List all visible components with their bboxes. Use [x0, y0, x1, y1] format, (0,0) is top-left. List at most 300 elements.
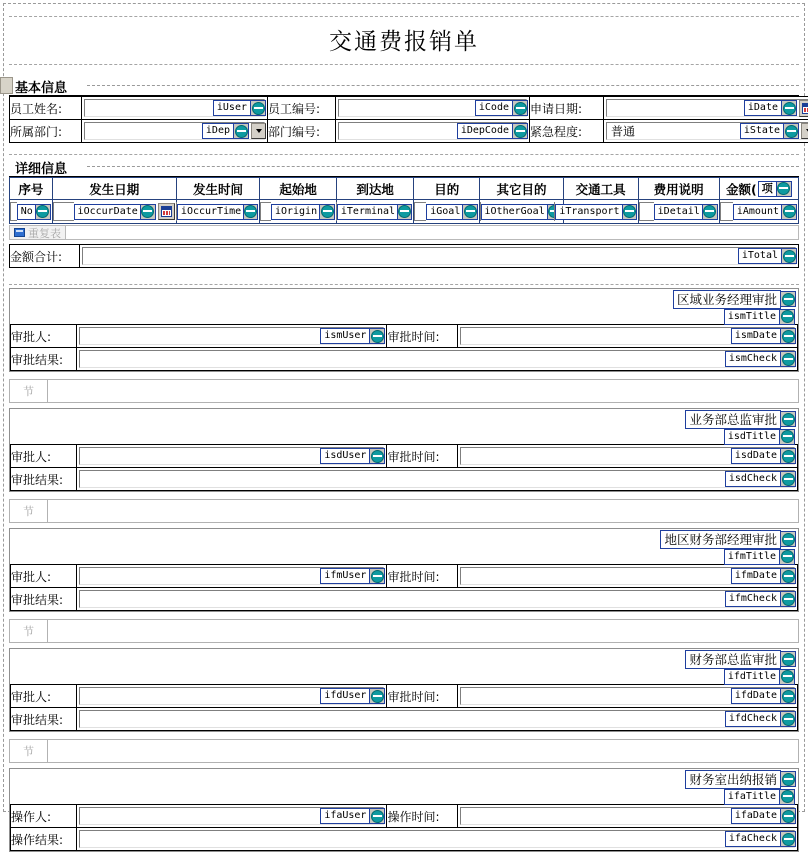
minus-circle-icon: [782, 773, 795, 786]
field-badge-icon[interactable]: [369, 808, 385, 824]
input-value: 普通: [611, 123, 635, 140]
approval-time-label: 审批时间:: [387, 445, 457, 468]
field-name-tag[interactable]: isdDate: [731, 448, 781, 464]
field-badge-icon[interactable]: [512, 100, 528, 116]
chevron-down-icon[interactable]: [251, 123, 266, 139]
section-separator-rest: [48, 739, 799, 763]
field-badge-icon[interactable]: [780, 771, 796, 787]
field-badge-icon[interactable]: [369, 568, 385, 584]
approval-result-label: 审批结果:: [11, 708, 77, 731]
detail-header-row: [10, 178, 799, 200]
field-name-tag[interactable]: ismCheck: [725, 351, 781, 367]
field-badge-icon[interactable]: [783, 123, 799, 139]
approval-person-label: 审批人:: [11, 445, 77, 468]
minus-circle-icon: [781, 310, 794, 323]
field-control-group: [475, 100, 528, 116]
field-badge-icon[interactable]: [780, 351, 796, 367]
detail-control-group: [10, 202, 52, 221]
field-badge-icon[interactable]: [781, 204, 797, 220]
field-name-tag[interactable]: iDepCode: [457, 123, 513, 139]
approval-result-row: [11, 828, 798, 851]
approval-time-label: 审批时间:: [387, 685, 457, 708]
field-badge-icon[interactable]: [243, 204, 258, 220]
field-badge-icon[interactable]: [319, 204, 335, 220]
approval-block: [9, 648, 799, 732]
field-name-tag[interactable]: iUser: [213, 100, 251, 116]
field-name-tag[interactable]: ismTitle: [724, 309, 780, 325]
field-badge-icon[interactable]: [780, 651, 796, 667]
field-badge-icon[interactable]: [397, 204, 412, 220]
basic-info-row: [10, 97, 808, 120]
field-control-group: [725, 831, 796, 847]
approval-person-row: [11, 565, 798, 588]
field-control-group: [320, 328, 385, 344]
field-cell-iState[interactable]: [604, 120, 808, 143]
field-control-group: [213, 100, 266, 116]
calendar-icon[interactable]: [158, 203, 175, 220]
field-control-group: [725, 471, 796, 487]
approvals-holder: [9, 288, 799, 852]
field-control-group: [744, 100, 808, 116]
field-name-tag[interactable]: ifaDate: [731, 808, 781, 824]
detail-control-group: [480, 202, 562, 221]
field-name-tag[interactable]: iOrigin: [271, 204, 320, 220]
field-name-tag[interactable]: isdCheck: [725, 471, 781, 487]
section-separator-row[interactable]: [9, 732, 799, 765]
approval-title-row: [10, 289, 798, 309]
section-separator-rest: [48, 619, 799, 643]
section-tag[interactable]: 节: [9, 619, 48, 643]
input-iOrigin[interactable]: [260, 202, 271, 221]
approval-person-label: 审批人:: [11, 565, 77, 588]
field-control-group: [725, 711, 796, 727]
field-name-tag[interactable]: ifmUser: [320, 568, 370, 584]
field-name-tag[interactable]: ifdDate: [731, 688, 781, 704]
approval-result-label: 审批结果:: [11, 468, 77, 491]
field-control-group: [740, 123, 808, 139]
minus-circle-icon: [783, 205, 796, 218]
detail-cell-iTerminal[interactable]: [337, 200, 414, 224]
input-result[interactable]: [79, 710, 795, 728]
detail-control-group: [53, 202, 176, 221]
total-table: [9, 244, 799, 268]
minus-circle-icon: [252, 102, 265, 115]
basic-info-table: [9, 96, 808, 143]
field-name-tag[interactable]: iOtherGoal: [481, 204, 548, 220]
field-control-group: [731, 808, 796, 824]
detail-column-header: 起始地: [260, 178, 337, 200]
approval-title[interactable]: 地区财务部经理审批: [660, 530, 781, 549]
section-tag[interactable]: 节: [9, 379, 48, 403]
approval-title[interactable]: 财务室出纳报销: [685, 770, 781, 789]
detail-guide-line: [87, 166, 799, 167]
field-label: 紧急程度:: [530, 120, 604, 143]
minus-circle-icon: [781, 670, 794, 683]
field-badge-icon[interactable]: [780, 808, 796, 824]
field-label: 申请日期:: [530, 97, 604, 120]
field-label: 部门编号:: [268, 120, 336, 143]
repeating-table-label: 重复表: [28, 225, 61, 241]
approval-person-row: [11, 685, 798, 708]
detail-control-group: [337, 202, 413, 221]
field-name-tag[interactable]: ifdUser: [320, 688, 370, 704]
repeating-table-icon: [14, 228, 25, 237]
minus-circle-icon: [514, 102, 527, 115]
field-name-tag[interactable]: iCode: [475, 100, 513, 116]
approval-table: [10, 804, 798, 851]
field-name-tag[interactable]: iOccurTime: [177, 204, 244, 220]
minus-circle-icon: [371, 810, 384, 823]
approval-result-label: 操作结果:: [11, 828, 77, 851]
field-badge-icon[interactable]: [780, 291, 796, 307]
field-cell-person[interactable]: [77, 805, 387, 828]
field-name-tag[interactable]: ismDate: [731, 328, 781, 344]
minus-circle-icon: [782, 570, 795, 583]
detail-cell-iTransport[interactable]: [563, 200, 638, 224]
input-iOccurDate[interactable]: [53, 202, 74, 221]
field-cell-person[interactable]: [77, 565, 387, 588]
field-name-tag[interactable]: ismUser: [320, 328, 370, 344]
field-cell-iDepCode[interactable]: [336, 120, 530, 143]
approval-title-field-row: [10, 669, 798, 684]
field-cell-time[interactable]: [457, 325, 797, 348]
title-gap: [9, 65, 799, 76]
approval-person-row: [11, 445, 798, 468]
minus-circle-icon: [321, 205, 334, 218]
approval-block: [9, 288, 799, 372]
field-name-tag[interactable]: iGoal: [426, 204, 463, 220]
approval-title-field-row: [10, 789, 798, 804]
field-badge-icon[interactable]: [622, 204, 637, 220]
detail-column-header: 目的: [414, 178, 480, 200]
section-tag[interactable]: 节: [9, 499, 48, 523]
field-cell-iDep[interactable]: [82, 120, 268, 143]
repeating-table-tag-row[interactable]: [9, 225, 799, 240]
field-badge-icon[interactable]: [35, 204, 51, 220]
detail-cell-No[interactable]: [10, 200, 53, 224]
detail-column-header: 发生日期: [52, 178, 176, 200]
chevron-down-icon[interactable]: [801, 123, 808, 139]
field-cell-iTotal[interactable]: [80, 245, 799, 268]
field-name-tag[interactable]: iTransport: [555, 204, 622, 220]
detail-cell-iGoal[interactable]: [414, 200, 480, 224]
detail-control-group: [414, 202, 479, 221]
minus-circle-icon: [623, 205, 636, 218]
field-name-tag[interactable]: iDate: [744, 100, 782, 116]
approval-person-label: 审批人:: [11, 685, 77, 708]
field-badge-icon[interactable]: [780, 531, 796, 547]
field-name-tag[interactable]: ifmCheck: [725, 591, 781, 607]
section-drag-handle[interactable]: [0, 77, 13, 94]
approval-time-label: 审批时间:: [387, 325, 457, 348]
approval-person-label: 审批人:: [11, 325, 77, 348]
field-badge-icon[interactable]: [779, 309, 795, 325]
field-control-group: [731, 328, 796, 344]
minus-circle-icon: [783, 102, 796, 115]
detail-cell-iOtherGoal[interactable]: [480, 200, 563, 224]
approval-title-row: [10, 769, 798, 789]
field-cell-result[interactable]: [77, 588, 798, 611]
calendar-icon[interactable]: [799, 100, 808, 117]
approval-result-label: 审批结果:: [11, 588, 77, 611]
detail-info-heading: 详细信息: [15, 158, 67, 177]
field-badge-icon[interactable]: [780, 831, 796, 847]
field-badge-icon[interactable]: [702, 204, 718, 220]
basic-info-row: [10, 120, 808, 143]
field-badge-icon[interactable]: [462, 204, 478, 220]
minus-circle-icon: [782, 353, 795, 366]
field-control-group: [320, 568, 385, 584]
approval-title[interactable]: 财务部总监审批: [685, 650, 781, 669]
field-name-tag[interactable]: ifdTitle: [724, 669, 780, 685]
approval-result-row: [11, 588, 798, 611]
calendar-glyph: [802, 103, 808, 114]
field-name-tag[interactable]: iDetail: [654, 204, 703, 220]
field-name-tag[interactable]: isdTitle: [724, 429, 780, 445]
triangle-glyph: [256, 129, 262, 133]
detail-column-header: 交通工具: [563, 178, 638, 200]
field-badge-icon[interactable]: [780, 411, 796, 427]
field-name-tag[interactable]: iState: [740, 123, 784, 139]
detail-column-header: [719, 178, 798, 200]
field-cell-time[interactable]: [457, 445, 797, 468]
detail-data-row[interactable]: [10, 200, 799, 224]
detail-bottom-gap: [9, 268, 799, 285]
field-name-tag[interactable]: iTerminal: [337, 204, 398, 220]
field-badge-icon[interactable]: [369, 328, 385, 344]
field-cell-time[interactable]: [457, 565, 797, 588]
approval-block: [9, 528, 799, 612]
field-badge-icon[interactable]: [780, 711, 796, 727]
basic-gap: [9, 143, 799, 155]
detail-cell-iOrigin[interactable]: [260, 200, 337, 224]
basic-info-heading: 基本信息: [15, 77, 67, 96]
minus-circle-icon: [371, 690, 384, 703]
approval-table: [10, 324, 798, 371]
field-name-tag[interactable]: iAmount: [733, 204, 782, 220]
input-result[interactable]: [79, 830, 795, 848]
field-control-group: [320, 448, 385, 464]
minus-circle-icon: [777, 182, 790, 195]
field-control-group: [320, 688, 385, 704]
approval-title-field-row: [10, 309, 798, 324]
minus-circle-icon: [781, 550, 794, 563]
approval-title-row: [10, 529, 798, 549]
detail-column-header: 费用说明: [638, 178, 719, 200]
approval-table: [10, 684, 798, 731]
total-label: 金额合计:: [10, 245, 80, 268]
section-separator-row[interactable]: [9, 492, 799, 525]
section-guide-line: [87, 85, 799, 86]
detail-table-holder: [9, 177, 799, 285]
detail-control-group: [639, 202, 719, 221]
approval-person-row: [11, 805, 798, 828]
minus-circle-icon: [782, 330, 795, 343]
minus-circle-icon: [464, 205, 477, 218]
minus-circle-icon: [785, 125, 798, 138]
approval-person-label: 操作人:: [11, 805, 77, 828]
field-badge-icon[interactable]: [779, 549, 795, 565]
field-cell-person[interactable]: [77, 685, 387, 708]
field-name-tag[interactable]: No: [17, 204, 36, 220]
detail-column-header: 序号: [10, 178, 53, 200]
detail-cell-iOccurTime[interactable]: [176, 200, 259, 224]
minus-circle-icon: [782, 413, 795, 426]
basic-info-table-holder: [9, 96, 799, 143]
minus-circle-icon: [36, 205, 49, 218]
detail-cell-iDetail[interactable]: [638, 200, 719, 224]
field-name-tag[interactable]: isdUser: [320, 448, 370, 464]
field-name-tag[interactable]: iDep: [202, 123, 234, 139]
field-cell-time[interactable]: [457, 805, 797, 828]
field-control-group: [738, 248, 797, 264]
page-title: 交通费报销单: [329, 29, 479, 55]
minus-circle-icon: [244, 205, 257, 218]
field-control-group: [320, 808, 385, 824]
calendar-glyph: [161, 206, 172, 217]
section-separator-row[interactable]: [9, 612, 799, 645]
field-badge-icon[interactable]: [250, 100, 266, 116]
minus-circle-icon: [141, 205, 154, 218]
detail-control-group: [177, 202, 259, 221]
field-name-tag[interactable]: ifmTitle: [724, 549, 780, 565]
input-result[interactable]: [79, 590, 795, 608]
column-header-field-tag[interactable]: 项: [758, 181, 777, 197]
field-name-tag[interactable]: ifdCheck: [725, 711, 781, 727]
field-control-group: [457, 123, 528, 139]
basic-info-section-header: [9, 78, 799, 96]
minus-circle-icon: [514, 125, 527, 138]
approval-title-row: [10, 409, 798, 429]
minus-circle-icon: [782, 473, 795, 486]
minus-circle-icon: [781, 790, 794, 803]
input-iAmount[interactable]: [720, 202, 733, 221]
field-label: 员工编号:: [268, 97, 336, 120]
field-cell-iUser[interactable]: [82, 97, 268, 120]
field-control-group: [731, 448, 796, 464]
field-cell-iCode[interactable]: [336, 97, 530, 120]
field-name-tag[interactable]: ifaUser: [320, 808, 370, 824]
repeating-table-tag[interactable]: [9, 225, 66, 240]
approval-block: [9, 408, 799, 492]
field-name-tag[interactable]: ifaCheck: [725, 831, 781, 847]
field-cell-result[interactable]: [77, 828, 798, 851]
detail-control-group: [564, 202, 638, 221]
field-badge-icon[interactable]: [781, 248, 797, 264]
field-badge-icon[interactable]: [140, 204, 156, 220]
total-row: [10, 245, 799, 268]
section-tag[interactable]: 节: [9, 739, 48, 763]
input-iGoal[interactable]: [414, 202, 426, 221]
input-iTotal[interactable]: [82, 247, 796, 265]
field-badge-icon[interactable]: [780, 448, 796, 464]
minus-circle-icon: [782, 450, 795, 463]
field-badge-icon[interactable]: [369, 448, 385, 464]
field-control-group: [731, 568, 796, 584]
field-cell-person[interactable]: [77, 445, 387, 468]
field-label: 所属部门:: [10, 120, 82, 143]
detail-column-header: 到达地: [337, 178, 414, 200]
field-cell-iDate[interactable]: [604, 97, 808, 120]
repeating-table-rest: [66, 225, 799, 240]
field-badge-icon[interactable]: [512, 123, 528, 139]
minus-circle-icon: [782, 533, 795, 546]
field-name-tag[interactable]: iOccurDate: [74, 204, 141, 220]
field-badge-icon[interactable]: [779, 429, 795, 445]
minus-circle-icon: [783, 250, 796, 263]
field-label: 员工姓名:: [10, 97, 82, 120]
detail-cell-iOccurDate[interactable]: [52, 200, 176, 224]
approval-time-label: 审批时间:: [387, 565, 457, 588]
detail-column-header: 发生时间: [176, 178, 259, 200]
input-result[interactable]: [79, 470, 795, 488]
input-result[interactable]: [79, 350, 795, 368]
field-badge-icon[interactable]: [780, 471, 796, 487]
field-badge-icon[interactable]: [780, 688, 796, 704]
field-cell-result[interactable]: [77, 468, 798, 491]
approval-title[interactable]: 业务部总监审批: [685, 410, 781, 429]
minus-circle-icon: [398, 205, 411, 218]
approval-result-row: [11, 708, 798, 731]
detail-control-group: [720, 202, 798, 221]
detail-control-group: [260, 202, 336, 221]
field-cell-time[interactable]: [457, 685, 797, 708]
field-badge-icon[interactable]: [781, 100, 797, 116]
field-badge-icon[interactable]: [233, 123, 249, 139]
field-name-tag[interactable]: iTotal: [738, 248, 782, 264]
minus-circle-icon: [782, 653, 795, 666]
approval-block: [9, 768, 799, 852]
field-badge-icon[interactable]: [779, 789, 795, 805]
detail-info-section-header: [9, 159, 799, 177]
minus-circle-icon: [782, 833, 795, 846]
approval-result-row: [11, 348, 798, 371]
field-name-tag[interactable]: ifaTitle: [724, 789, 780, 805]
field-cell-result[interactable]: [77, 708, 798, 731]
approval-person-row: [11, 325, 798, 348]
minus-circle-icon: [235, 125, 248, 138]
field-control-group: [725, 351, 796, 367]
field-name-tag[interactable]: ifmDate: [731, 568, 781, 584]
minus-circle-icon: [782, 293, 795, 306]
field-cell-result[interactable]: [77, 348, 798, 371]
minus-circle-icon: [782, 810, 795, 823]
approval-result-row: [11, 468, 798, 491]
field-badge-icon[interactable]: [780, 568, 796, 584]
field-badge-icon[interactable]: [780, 591, 796, 607]
approval-table: [10, 444, 798, 491]
approval-title[interactable]: 区域业务经理审批: [673, 290, 781, 309]
column-header-label: 金额(: [726, 180, 757, 198]
detail-column-header: 其它目的: [480, 178, 563, 200]
minus-circle-icon: [782, 690, 795, 703]
detail-cell-iAmount[interactable]: [719, 200, 798, 224]
field-badge-icon[interactable]: [369, 688, 385, 704]
field-badge-icon[interactable]: [780, 328, 796, 344]
approval-result-label: 审批结果:: [11, 348, 77, 371]
field-cell-person[interactable]: [77, 325, 387, 348]
minus-circle-icon: [782, 593, 795, 606]
minus-circle-icon: [781, 430, 794, 443]
title-region: [9, 16, 799, 65]
field-control-group: [725, 591, 796, 607]
section-separator-row[interactable]: [9, 372, 799, 405]
minus-circle-icon: [371, 450, 384, 463]
input-No[interactable]: [10, 202, 17, 221]
input-iDetail[interactable]: [639, 202, 654, 221]
field-badge-icon[interactable]: [776, 181, 792, 197]
field-badge-icon[interactable]: [779, 669, 795, 685]
